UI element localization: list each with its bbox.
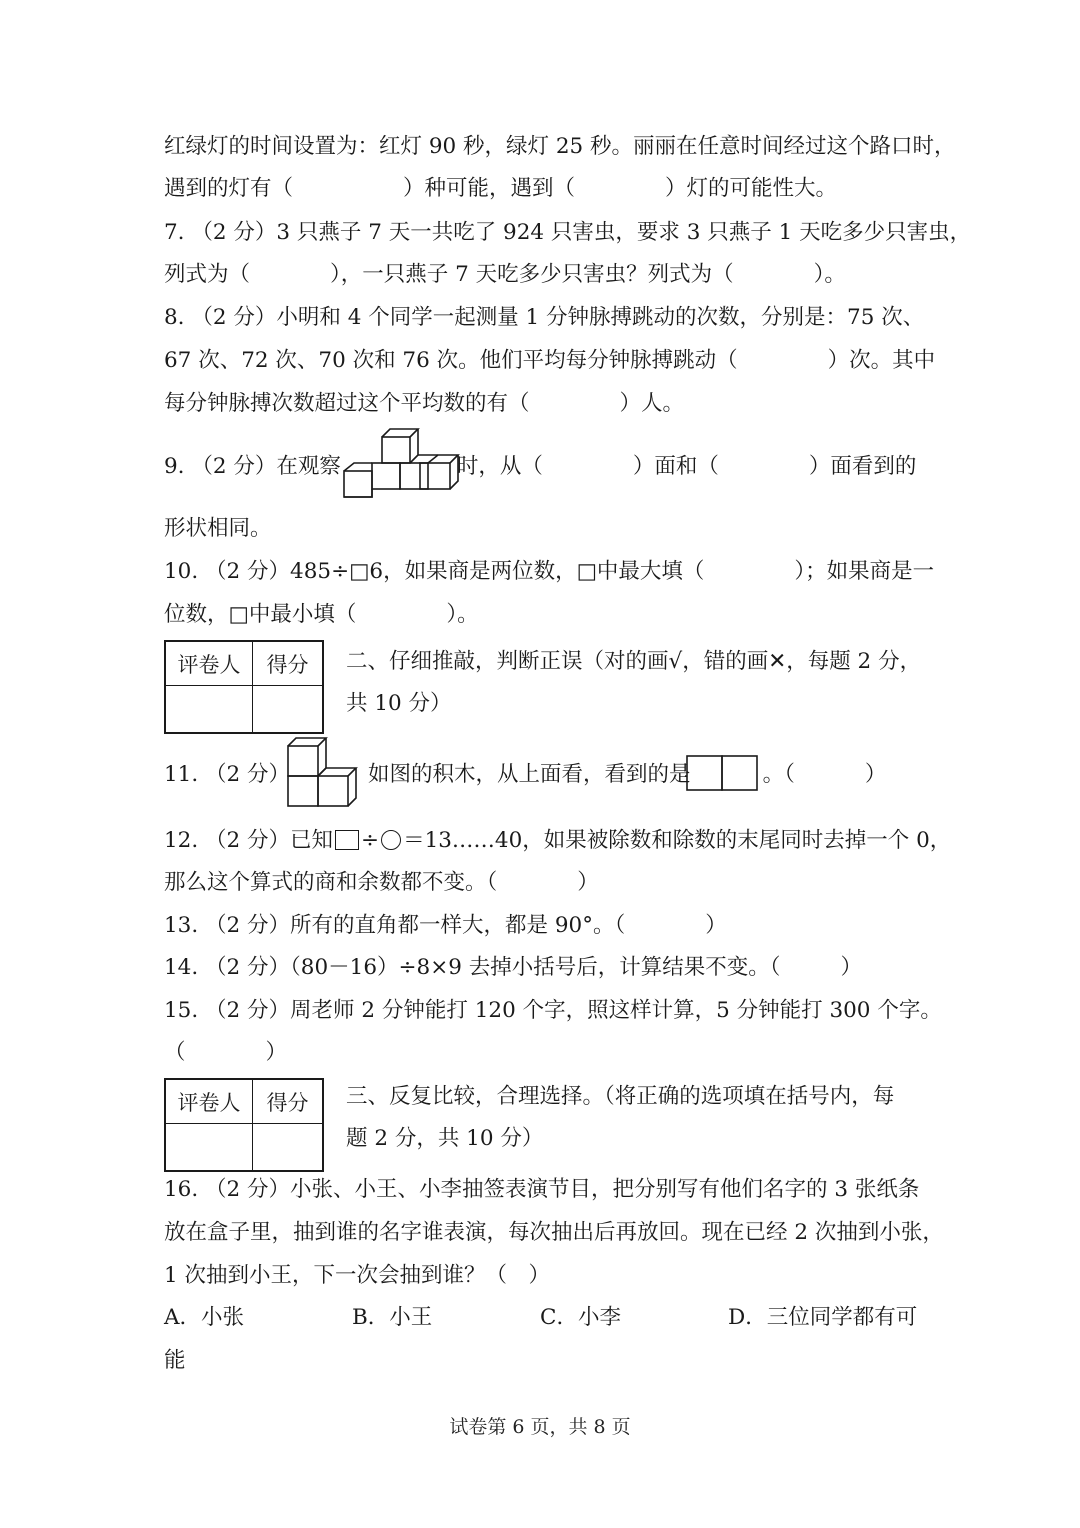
text: 遇到的灯有（ — [164, 176, 294, 201]
text: ）面看到的 — [808, 454, 917, 479]
text: 7. （2 分）3 只燕子 7 天一共吃了 924 只害虫，要求 3 只燕子 1 天吃多少只害虫， — [164, 220, 972, 245]
text: ） — [577, 870, 599, 895]
text: ）种可能，遇到（ — [403, 176, 576, 201]
text: ）。 — [813, 262, 846, 287]
score-box-section3 — [164, 1078, 324, 1172]
score-box-reviewer-cell — [166, 686, 253, 732]
score-box-score-cell — [253, 686, 322, 732]
question-8-line2 — [164, 346, 936, 376]
text: 每分钟脉搏次数超过这个平均数的有（ — [164, 391, 530, 416]
text: 能 — [164, 1348, 186, 1373]
text: 14. （2 分）（80－16）÷8×9 去掉小括号后，计算结果不变。（ — [164, 955, 781, 980]
square-placeholder — [335, 830, 359, 850]
text: 15. （2 分）周老师 2 分钟能打 120 个字，照这样计算，5 分钟能打 300 个字。 — [164, 998, 942, 1023]
text: ） — [265, 1040, 288, 1065]
line-traffic-light-blanks — [164, 174, 930, 204]
question-13 — [164, 911, 930, 941]
text: 如图的积木，从上面看，看到的是 — [368, 762, 691, 787]
question-10-line1 — [164, 557, 935, 587]
question-10-line2 — [164, 600, 930, 630]
score-box-score: 得分 — [253, 1080, 322, 1124]
option-b: B．小王 — [352, 1305, 433, 1330]
text: 10. （2 分）485÷□6，如果商是两位数，□中最大填（ — [164, 559, 705, 584]
text: ）；如果商是一 — [794, 559, 935, 584]
text: 12. （2 分）已知 — [164, 828, 334, 853]
text: 时，从（ — [456, 454, 543, 479]
text: ＝13……40，如果被除数和除数的末尾同时去掉一个 0， — [403, 828, 952, 853]
section-3-title-line1: 三、反复比较，合理选择。（将正确的选项填在括号内，每 — [346, 1084, 895, 1109]
text: 8. （2 分）小明和 4 个同学一起测量 1 分钟脉搏跳动的次数，分别是：75 次、 — [164, 305, 925, 330]
text: ） — [864, 762, 887, 787]
question-7-line1 — [164, 218, 972, 248]
page-footer: 试卷第 6 页，共 8 页 — [449, 1416, 631, 1438]
text: 红绿灯的时间设置为：红灯 90 秒，绿灯 25 秒。丽丽在任意时间经过这个路口时， — [164, 134, 956, 159]
top-view-figure-q11 — [686, 755, 758, 791]
section-3-title-line2: 题 2 分，共 10 分） — [346, 1126, 544, 1151]
cube-figure-q9 — [342, 427, 460, 499]
question-15-line2 — [164, 1038, 930, 1068]
section-2-title-line1: 二、仔细推敲，判断正误（对的画√，错的画✕，每题 2 分， — [346, 649, 922, 674]
text: 。（ — [762, 762, 795, 787]
text: 16. （2 分）小张、小王、小李抽签表演节目，把分别写有他们名字的 3 张纸条 — [164, 1177, 920, 1202]
score-box-score: 得分 — [253, 642, 322, 686]
text: ÷ — [361, 828, 380, 853]
section-3-title — [346, 1076, 930, 1160]
question-9-line1 — [164, 452, 930, 482]
score-box-section2 — [164, 640, 324, 734]
text: 13. （2 分）所有的直角都一样大，都是 90°。（ — [164, 913, 626, 938]
text: ） — [840, 955, 862, 980]
question-8-line3 — [164, 389, 930, 419]
text: 11. （2 分） — [164, 762, 291, 787]
question-15-line1 — [164, 996, 942, 1026]
text: 67 次、72 次、70 次和 76 次。他们平均每分钟脉搏跳动（ — [164, 348, 738, 373]
question-16-line1 — [164, 1175, 930, 1205]
text: 1 次抽到小王，下一次会抽到谁？（ ） — [164, 1263, 551, 1288]
question-12-line1 — [164, 826, 952, 856]
line-traffic-light — [164, 132, 956, 162]
text: ）。 — [446, 602, 479, 627]
option-c: C．小李 — [540, 1305, 621, 1330]
option-a: A．小张 — [164, 1305, 245, 1330]
question-9-line2 — [164, 514, 930, 544]
question-16-line2 — [164, 1218, 944, 1248]
text: ）次。其中 — [827, 348, 936, 373]
text: 形状相同。 — [164, 516, 272, 541]
question-11 — [164, 760, 930, 790]
text: ），一只燕子 7 天吃多少只害虫？列式为（ — [330, 262, 734, 287]
score-box-reviewer-cell — [166, 1124, 253, 1170]
section-2-title — [346, 641, 930, 725]
text: ）面和（ — [632, 454, 719, 479]
circle-placeholder — [381, 830, 401, 850]
text: （ — [164, 1040, 186, 1065]
text: 位数，□中最小填（ — [164, 602, 357, 627]
text: 放在盒子里，抽到谁的名字谁表演，每次抽出后再放回。现在已经 2 次抽到小张， — [164, 1220, 944, 1245]
section-2-title-line2: 共 10 分） — [346, 691, 452, 716]
text: 9. （2 分）在观察 — [164, 454, 341, 479]
score-box-reviewer: 评卷人 — [166, 1080, 253, 1124]
text: 列式为（ — [164, 262, 251, 287]
question-14 — [164, 953, 930, 983]
option-d: D．三位同学都有可 — [728, 1305, 918, 1330]
score-box-reviewer: 评卷人 — [166, 642, 253, 686]
question-16-line3 — [164, 1261, 930, 1291]
question-8-line1 — [164, 303, 930, 333]
question-12-line2 — [164, 868, 930, 898]
text: ）灯的可能性大。 — [665, 176, 838, 201]
text: 那么这个算式的商和余数都不变。（ — [164, 870, 498, 895]
score-box-score-cell — [253, 1124, 322, 1170]
question-7-line2 — [164, 260, 930, 290]
question-16-option-d-cont — [164, 1346, 930, 1376]
text: ）人。 — [619, 391, 685, 416]
text: ） — [705, 913, 727, 938]
cube-figure-q11 — [286, 736, 360, 808]
